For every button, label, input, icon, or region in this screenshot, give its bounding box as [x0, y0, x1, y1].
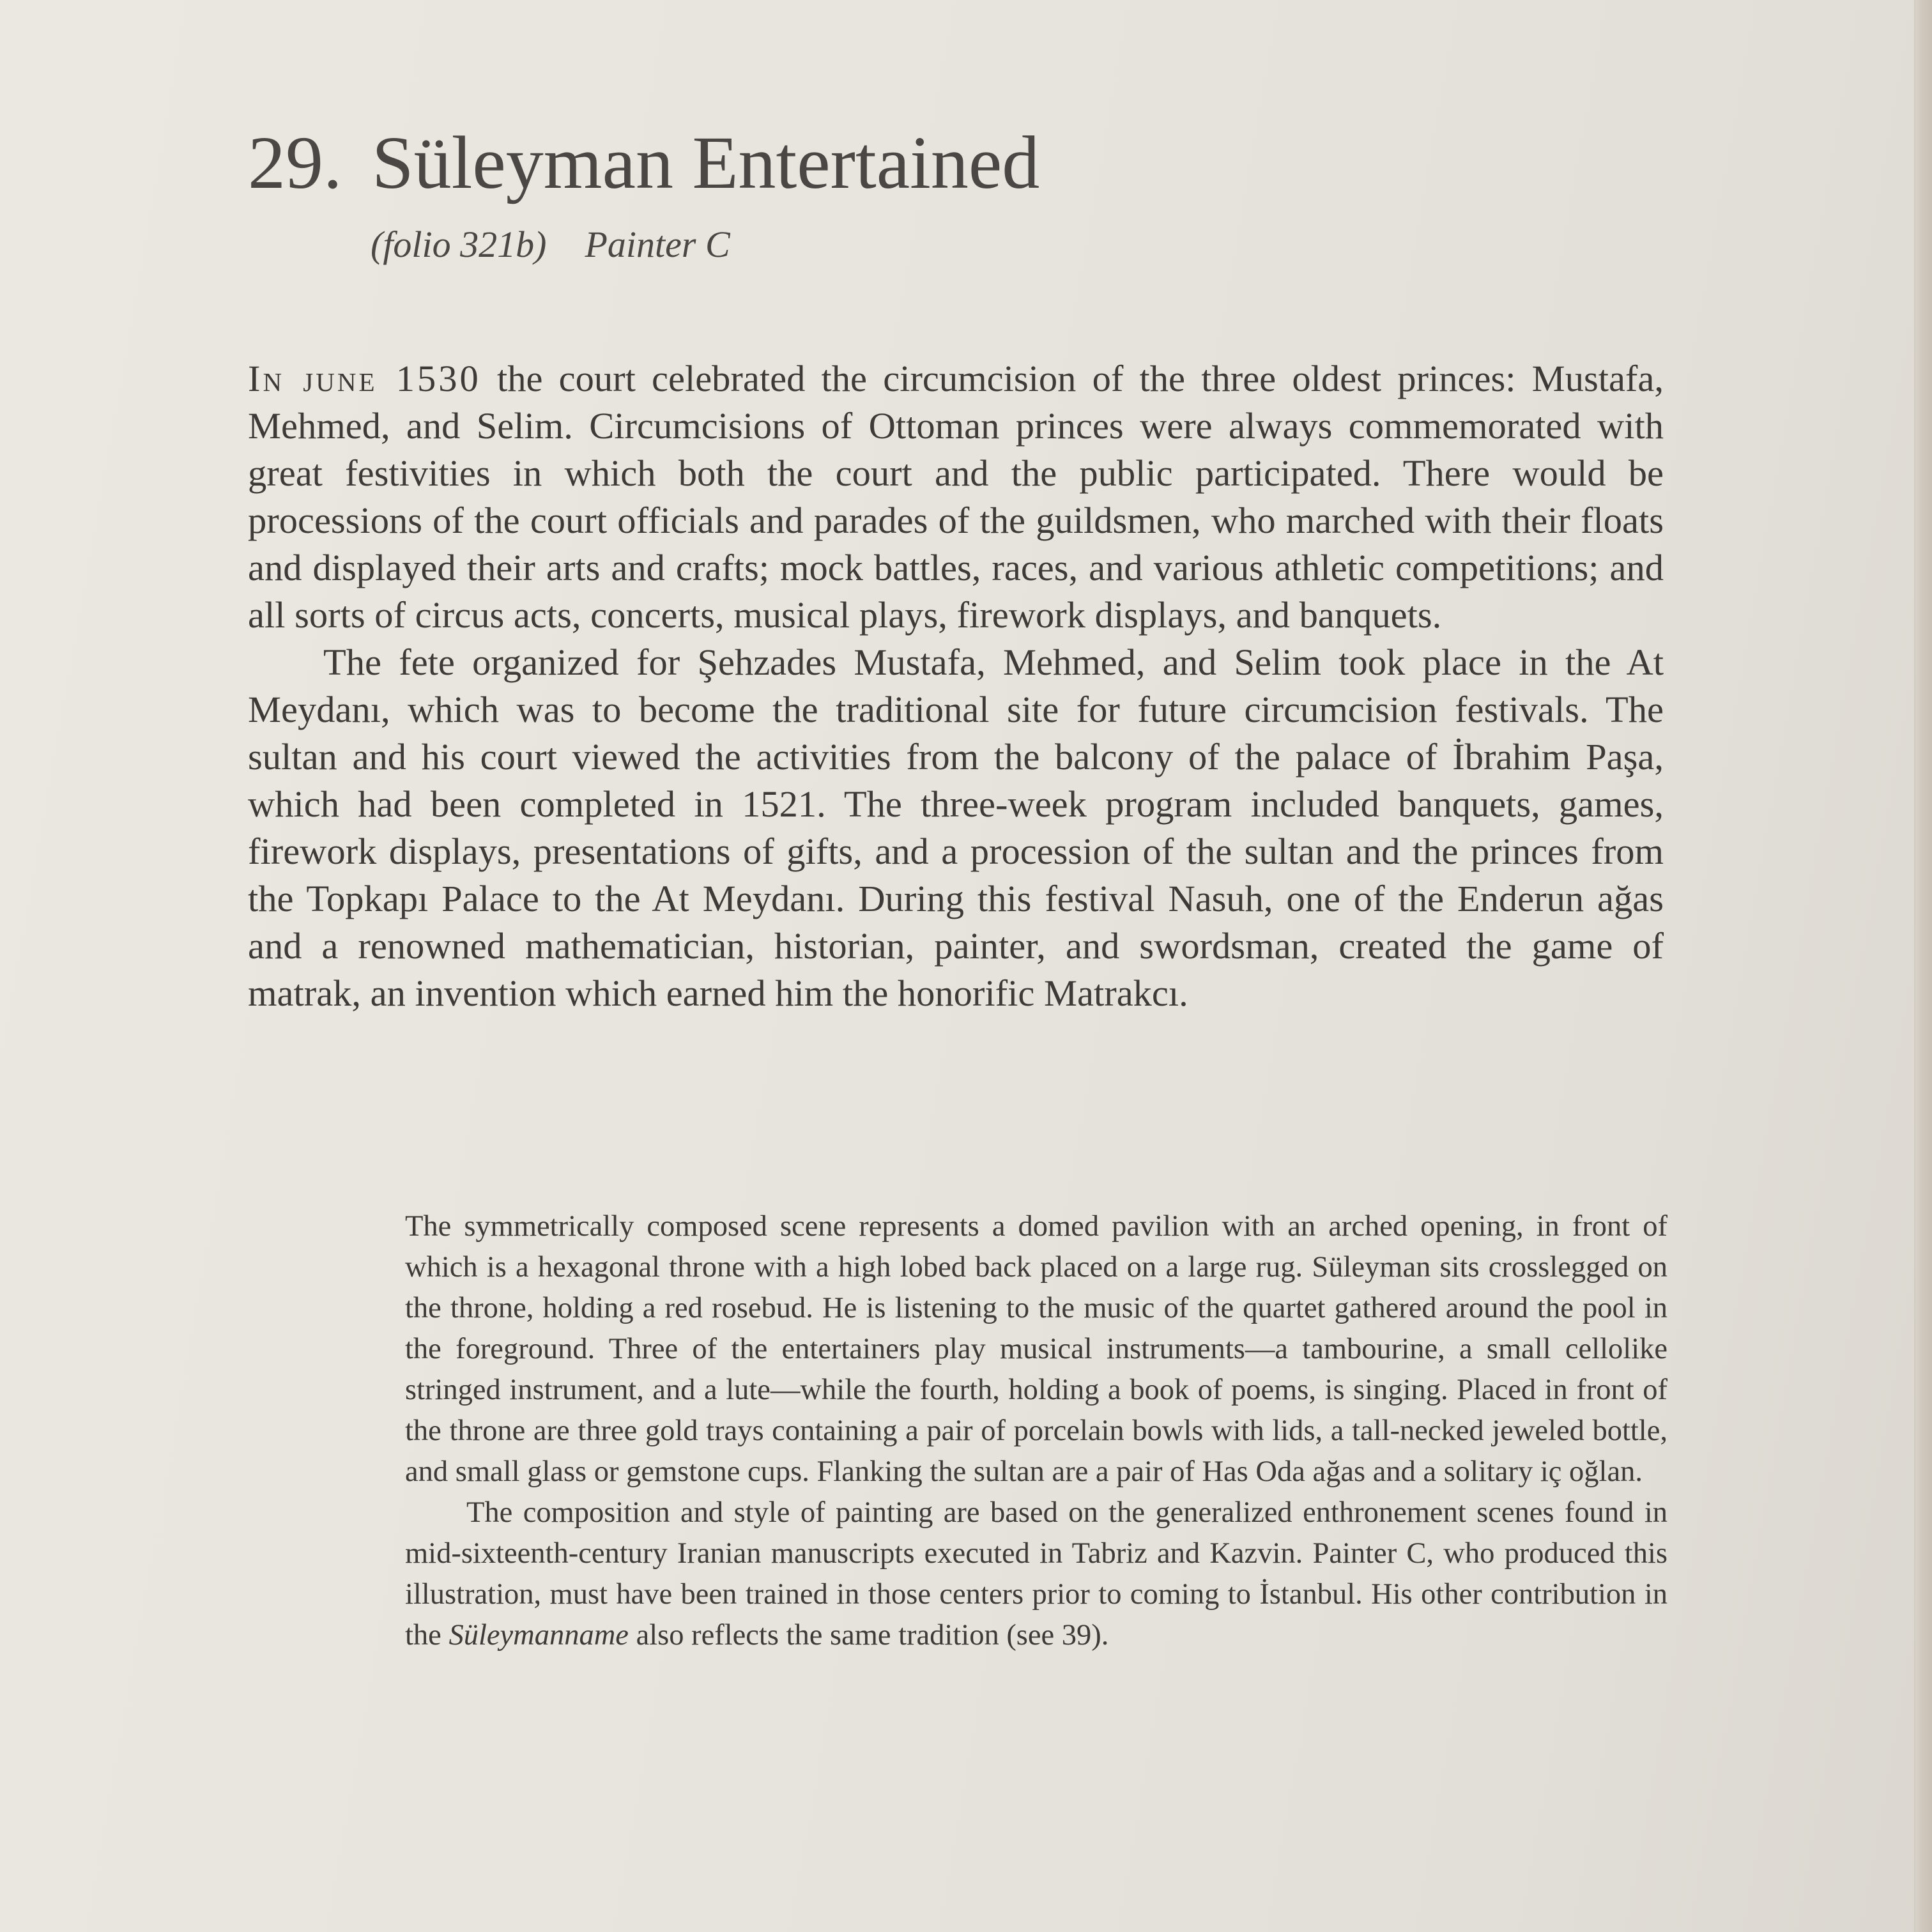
entry-number: 29. [248, 121, 342, 204]
main-body-text [248, 355, 1664, 1017]
folio-reference: (folio 321b) [371, 224, 547, 265]
paragraph-text: the court celebrated the circumcision of the three oldest princes: Mustafa, Mehmed, and Selim. Circumcisions of Ottoman princes were always commemorated with great festivities in which both the court and the public participated. There would be processions of the court officials and parades of the guildsmen, who marched with their floats and displayed their arts and crafts; mock battles, races, and various athletic competitions; and all sorts of circus acts, concerts, musical plays, firework displays, and banquets. [248, 358, 1664, 636]
painter-attribution: Painter C [585, 224, 730, 265]
illustration-description [405, 1206, 1667, 1656]
body-paragraph-1 [248, 355, 1664, 639]
caption-paragraph-1: The symmetrically composed scene represents a domed pavilion with an arched opening, in front of which is a hexagonal throne with a high lobed back placed on a large rug. Süleyman sits crosslegged on the throne, holding a red rosebud. He is listening to the music of the quartet gathered around the pool in the foreground. Three of the entertainers play musical instruments—a tambourine, a small cellolike stringed instrument, and a lute—while the fourth, holding a book of poems, is singing. Placed in front of the throne are three gold trays containing a pair of porcelain bowls with lids, a tall-necked jeweled bottle, and small glass or gemstone cups. Flanking the sultan are a pair of Has Oda ağas and a solitary iç oğlan. [405, 1210, 1667, 1488]
page-title [248, 121, 1039, 204]
caption-paragraph-2 [405, 1492, 1667, 1656]
caption-text-before: The composition and style of painting are based on the generalized enthronement scenes found in mid-sixteenth-century Iranian manuscripts executed in Tabriz and Kazvin. Painter C, who produced this illustration, must have been trained in those centers prior to coming to İstanbul. His other contribution in the [405, 1496, 1667, 1652]
manuscript-title: Süleymanname [448, 1619, 629, 1652]
caption-text-after: also reflects the same tradition (see 39). [628, 1619, 1109, 1652]
entry-subtitle [371, 222, 730, 267]
page-edge [1914, 0, 1932, 1932]
entry-title: Süleyman Entertained [372, 121, 1040, 204]
opening-smallcaps: In june 1530 [248, 358, 481, 399]
body-paragraph-2: The fete organized for Şehzades Mustafa, Mehmed, and Selim took place in the At Meydanı, which was to become the traditional site for future circumcision festivals. The sultan and his court viewed the activities from the balcony of the palace of İbrahim Paşa, which had been completed in 1521. The three-week program included banquets, games, firework displays, presentations of gifts, and a procession of the sultan and the princes from the Topkapı Palace to the At Meydanı. During this festival Nasuh, one of the Enderun ağas and a renowned mathematician, historian, painter, and swordsman, created the game of matrak, an invention which earned him the honorific Matrakcı. [248, 641, 1664, 1014]
